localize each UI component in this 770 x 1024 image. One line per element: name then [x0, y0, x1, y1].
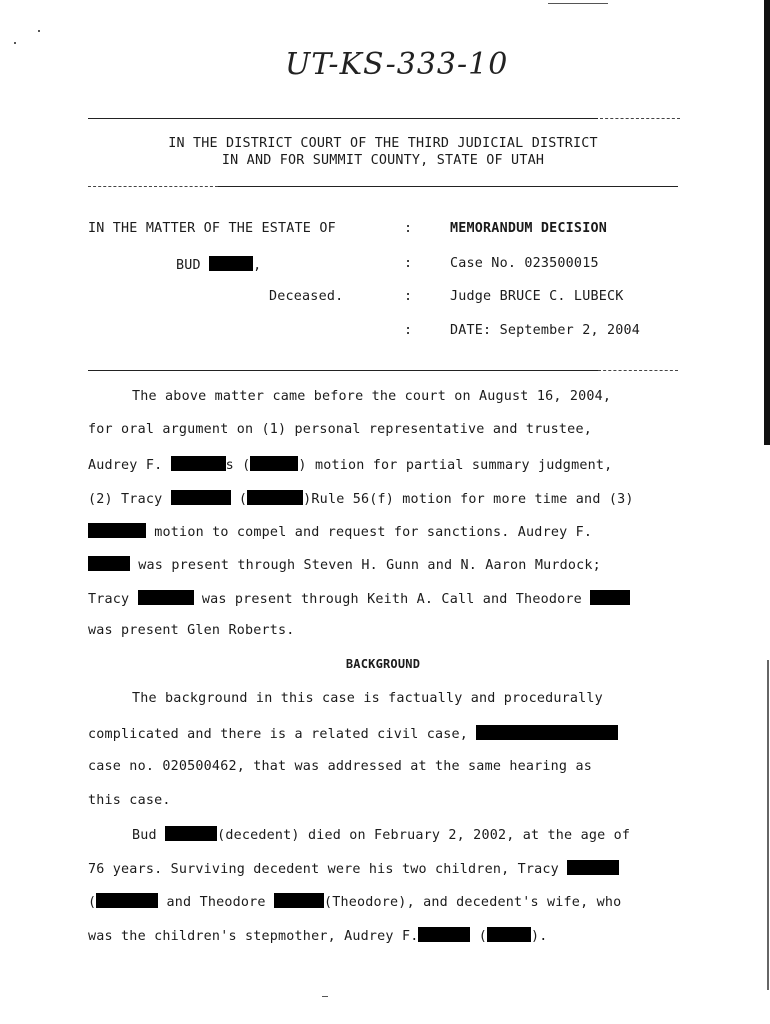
redaction-bar [171, 456, 226, 471]
handwritten-case-code [283, 36, 513, 86]
header-rule-top [88, 118, 598, 119]
judge-name: Judge BRUCE C. LUBECK [450, 289, 624, 304]
redaction-bar [487, 927, 531, 942]
scan-speck [548, 3, 608, 4]
redaction-bar [274, 893, 324, 908]
intro-text: ) motion for partial summary judgment, [298, 458, 613, 473]
intro-line-7 [88, 590, 630, 607]
scan-edge-shadow [764, 0, 770, 445]
redaction-bar [590, 590, 630, 605]
redaction-bar [171, 490, 231, 505]
background-line-8 [88, 927, 548, 944]
decision-date: DATE: September 2, 2004 [450, 323, 641, 338]
intro-line-8: was present Glen Roberts. [88, 623, 295, 638]
intro-text: (2) Tracy [88, 492, 163, 507]
redaction-bar [209, 256, 253, 271]
background-line-5 [132, 826, 630, 843]
background-line-6 [88, 860, 619, 877]
intro-text: Tracy [88, 592, 130, 607]
caption-rule [88, 370, 598, 371]
caption-colon: : [404, 221, 413, 236]
redaction-bar [165, 826, 217, 841]
intro-text: )Rule 56(f) motion for more time and (3) [303, 492, 634, 507]
background-text: ( [478, 929, 488, 944]
intro-text: was present through Keith A. Call and Theodore [201, 592, 582, 607]
background-text: Bud [132, 828, 157, 843]
caption-colon: : [404, 323, 413, 338]
background-text: (decedent) died on February 2, 2002, at the age of [217, 828, 631, 843]
background-text: (Theodore), and decedent's wife, who [323, 895, 622, 910]
intro-text: motion to compel and request for sanctions. Audrey F. [154, 525, 593, 540]
redaction-bar [250, 456, 298, 471]
caption-status: Deceased. [269, 289, 344, 304]
intro-line-4 [88, 490, 634, 507]
intro-text: Audrey F. [88, 458, 163, 473]
redaction-bar [418, 927, 470, 942]
scan-speck [38, 30, 40, 32]
background-text: 76 years. Surviving decedent were his two children, Tracy [88, 862, 559, 877]
redaction-bar [247, 490, 303, 505]
court-header-line-1: IN THE DISTRICT COURT OF THE THIRD JUDICIAL DISTRICT [168, 136, 598, 151]
redaction-bar [96, 893, 158, 908]
background-line-3: case no. 020500462, that was addressed at the same hearing as [88, 759, 592, 774]
redaction-bar [567, 860, 619, 875]
case-number: Case No. 023500015 [450, 256, 599, 271]
section-heading-background: BACKGROUND [345, 657, 421, 671]
redaction-bar [88, 556, 130, 571]
decedent-first-name: BUD [176, 258, 201, 273]
intro-line-6 [88, 556, 601, 573]
caption-colon: : [404, 256, 413, 271]
redaction-bar [476, 725, 618, 740]
background-text: was the children's stepmother, Audrey F. [88, 929, 419, 944]
redaction-bar [88, 523, 146, 538]
caption-colon: : [404, 289, 413, 304]
background-line-1: The background in this case is factually and procedurally [132, 691, 603, 706]
scan-edge-line [767, 660, 769, 990]
scan-speck [14, 42, 16, 44]
background-line-4: this case. [88, 793, 171, 808]
document-title: MEMORANDUM DECISION [450, 221, 607, 236]
caption-name-line [176, 256, 261, 273]
scan-speck [322, 996, 328, 997]
court-header-line-2: IN AND FOR SUMMIT COUNTY, STATE OF UTAH [221, 153, 545, 168]
caption-name-suffix: , [253, 258, 262, 273]
caption-matter: IN THE MATTER OF THE ESTATE OF [88, 221, 336, 236]
header-rule-bottom-left [88, 186, 218, 187]
svg-text:UT-KS-333-10: UT-KS-333-10 [285, 47, 509, 82]
intro-line-5 [88, 523, 592, 540]
caption-rule-tail [598, 370, 678, 371]
intro-line-1: The above matter came before the court on August 16, 2004, [132, 389, 612, 404]
intro-text: ( [238, 492, 248, 507]
intro-text: was present through Steven H. Gunn and N. Aaron Murdock; [138, 558, 601, 573]
intro-line-3 [88, 456, 612, 473]
background-text: and Theodore [166, 895, 266, 910]
header-rule-bottom [218, 186, 678, 187]
redaction-bar [138, 590, 194, 605]
background-text: ). [531, 929, 548, 944]
intro-line-2: for oral argument on (1) personal representative and trustee, [88, 422, 592, 437]
header-rule-top-tail [600, 118, 680, 119]
background-text: ( [88, 895, 97, 910]
background-text: complicated and there is a related civil case, [88, 727, 469, 742]
intro-text: s ( [225, 458, 251, 473]
background-line-2 [88, 725, 618, 742]
background-line-7 [88, 893, 621, 910]
